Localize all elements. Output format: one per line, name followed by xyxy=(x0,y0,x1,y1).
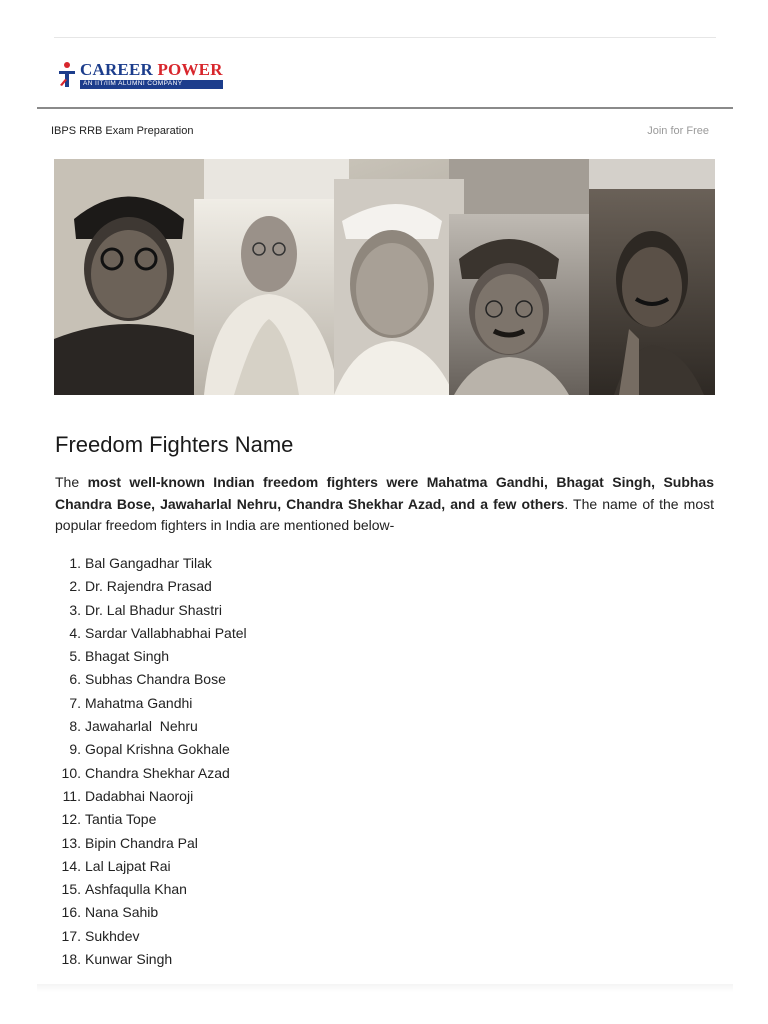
intro-bold-text: most well-known Indian freedom fighters were Mahatma Gandhi, Bhagat Singh, Subhas Chandra Bose, Jawaharlal Nehru, Chandra Shekhar Azad, and a few others xyxy=(55,474,715,512)
list-item xyxy=(69,599,247,622)
list-item-label: Subhas Chandra Bose xyxy=(85,671,226,688)
list-item-label: Dr. Rajendra Prasad xyxy=(85,578,212,595)
list-item xyxy=(61,925,247,948)
list-item xyxy=(69,738,247,761)
list-item-number: 3. xyxy=(69,601,81,618)
list-item-label: Jawaharlal Nehru xyxy=(85,718,198,735)
breadcrumb[interactable]: IBPS RRB Exam Preparation xyxy=(51,125,194,137)
list-item-number: 5. xyxy=(69,648,81,665)
list-item-number: 8. xyxy=(69,718,81,735)
list-item-number: 14. xyxy=(61,857,81,874)
list-item xyxy=(61,832,247,855)
list-item-number: 12. xyxy=(61,811,81,828)
list-item-label: Kunwar Singh xyxy=(85,951,173,968)
list-item-number: 6. xyxy=(69,671,81,688)
hero-image xyxy=(54,159,715,395)
join-for-free-link[interactable]: Join for Free xyxy=(647,125,709,137)
list-item-label: Sardar Vallabhabhai Patel xyxy=(85,624,247,641)
list-item-label: Chandra Shekhar Azad xyxy=(85,764,230,781)
intro-prefix: The xyxy=(55,474,88,490)
page-title: Freedom Fighters Name xyxy=(55,432,294,457)
runner-icon xyxy=(56,61,78,89)
list-item xyxy=(61,878,247,901)
list-item-label: Dr. Lal Bhadur Shastri xyxy=(85,601,222,618)
list-item xyxy=(61,855,247,878)
freedom-fighters-list xyxy=(61,552,247,971)
top-divider xyxy=(54,37,716,38)
list-item-label: Bhagat Singh xyxy=(85,648,170,665)
header-divider xyxy=(37,107,733,109)
list-item-number: 4. xyxy=(69,624,81,641)
list-item-label: Dadabhai Naoroji xyxy=(85,787,194,804)
list-item-number: 17. xyxy=(61,927,81,944)
list-item xyxy=(69,645,247,668)
list-item-label: Gopal Krishna Gokhale xyxy=(85,741,230,758)
list-item-number: 7. xyxy=(69,694,81,711)
list-item xyxy=(69,575,247,598)
list-item xyxy=(69,622,247,645)
list-item-number: 9. xyxy=(69,741,81,758)
intro-paragraph xyxy=(55,472,714,537)
list-item-label: Tantia Tope xyxy=(85,811,157,828)
bottom-divider xyxy=(37,984,733,992)
list-item-number: 10. xyxy=(61,764,81,781)
list-item-label: Ashfaqulla Khan xyxy=(85,881,187,898)
list-item xyxy=(61,901,247,924)
list-item xyxy=(61,808,247,831)
list-item-label: Lal Lajpat Rai xyxy=(85,857,171,874)
career-power-logo[interactable] xyxy=(56,60,223,90)
list-item-label: Mahatma Gandhi xyxy=(85,694,193,711)
logo-wordmark xyxy=(80,61,223,78)
list-item xyxy=(69,668,247,691)
list-item-number: 18. xyxy=(61,951,81,968)
list-item-label: Bal Gangadhar Tilak xyxy=(85,555,212,571)
list-item xyxy=(62,785,247,808)
list-item-number: 2. xyxy=(69,578,81,595)
list-item xyxy=(69,552,247,575)
list-item-label: Sukhdev xyxy=(85,927,140,944)
list-item-number: 13. xyxy=(61,834,81,851)
list-item-label: Nana Sahib xyxy=(85,904,159,921)
list-item xyxy=(69,692,247,715)
list-item xyxy=(61,948,247,971)
logo-brand-career: CAREER xyxy=(80,60,153,80)
list-item-number: 11. xyxy=(62,787,81,804)
freedom-fighters-collage-icon xyxy=(54,159,715,395)
intro-suffix: . The name of the most popular freedom fighters in India are mentioned below- xyxy=(55,495,714,533)
list-item-label: Bipin Chandra Pal xyxy=(85,834,198,851)
logo-tagline: AN IIT/IIM ALUMNI COMPANY xyxy=(80,80,223,89)
list-item-number: 15. xyxy=(61,881,81,898)
list-item xyxy=(69,715,247,738)
list-item xyxy=(61,762,247,785)
list-item-number: 16. xyxy=(61,904,81,921)
logo-brand-power: POWER xyxy=(157,60,223,80)
list-item-number: 1. xyxy=(69,555,81,571)
